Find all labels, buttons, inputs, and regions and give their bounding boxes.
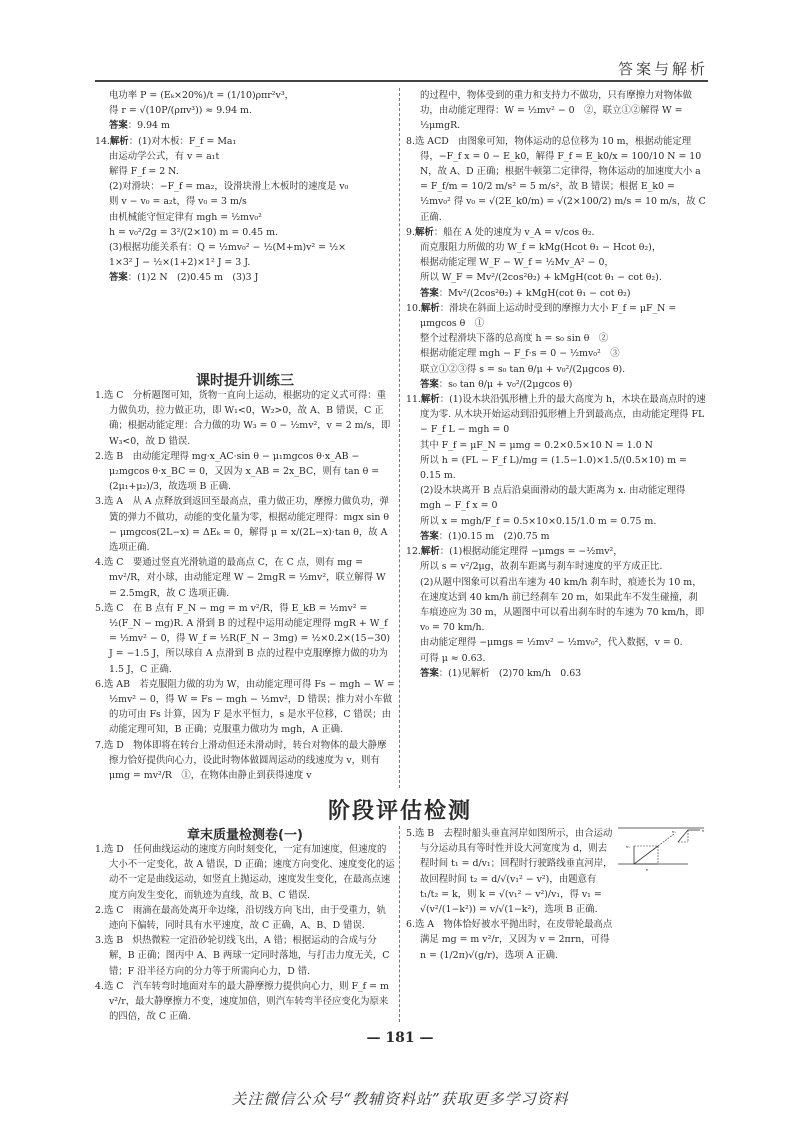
paragraph-text: 所以 h = (FL − F_f L)/mg = (1.5−1.0)×1.5/(0.5×10) m = 0.15 m.	[420, 454, 687, 482]
answer-label: 答案	[420, 378, 439, 390]
paragraph	[95, 103, 395, 118]
paragraph-text: (2)从题中图象可以看出车速为 40 km/h 刹车时，痕迹长为 10 m，在速度达到 40 km/h 前已经刹车 20 m，如果此车不发生碰撞，刹车痕迹应为 30 m，从题图中可以看出刹车时的车速为 70 km/h，即 v₀ = 70 km/h.	[420, 576, 705, 634]
paragraph-text: 由运动学公式，有 v = a₁t	[109, 150, 220, 162]
item-number: 11.	[406, 394, 421, 406]
item-number: 9.	[406, 226, 415, 238]
item-number: 3.	[95, 496, 104, 508]
paragraph	[406, 635, 706, 650]
answer-label: 解析	[420, 302, 440, 314]
item-number: 4.	[95, 980, 104, 992]
paragraph	[95, 555, 395, 601]
paragraph	[406, 255, 706, 270]
item-number: 1.	[95, 844, 104, 855]
paragraph	[406, 666, 706, 681]
paragraph	[95, 240, 395, 255]
paragraph	[406, 301, 706, 331]
paragraph-text: 解得 F_f = 2 N.	[109, 166, 179, 178]
paragraph	[406, 514, 706, 529]
paragraph-text: ：(1)见解析 (2)70 km/h 0.63	[438, 667, 582, 679]
paragraph	[95, 601, 395, 677]
item-number: 10.	[406, 302, 421, 314]
paragraph	[95, 677, 395, 738]
paragraph	[406, 438, 706, 453]
paragraph-text: 根据动能定理 mgh − F_f·s = 0 − ½mv₀² ③	[420, 348, 620, 360]
paragraph	[95, 164, 395, 179]
paragraph-text: 由机械能守恒定律有 mgh = ½mv₀²	[109, 211, 262, 223]
paragraph	[406, 225, 706, 240]
paragraph-text: 得 r = √(10P/(ρπv³)) ≈ 9.94 m.	[109, 105, 252, 117]
svg-text:v₁: v₁	[672, 829, 676, 834]
paragraph-text: h = v₀²/2g = 3²/(2×10) m = 0.45 m.	[109, 226, 278, 238]
paragraph-text: 选 C 雨滴在最高处离开伞边缘，沿切线方向飞出，由于受重力，轨迹向下偏转，同时具有水平速度，故 C 正确，A、B、D 错误.	[103, 904, 386, 932]
paragraph-text: 选 B 去程时船头垂直河岸如图所示，由合运动与分运动具有等时性并设大河宽度为 d，则去程时间 t₁ = d/v₁；回程时行驶路线垂直河岸，故回程时间 t₂ = d/√(v₁² − v²)，由题意有 t₁/t₂ = k，则 k = √(v₁² − v²)/v₁，得 v₁ = √(v²/(1−k²)) = v/√(1−k²)，选项 B 正确.	[414, 828, 613, 916]
paragraph-text: (3)根据功能关系有：Q = ½mv₀² − ½(M+m)v² = ½×	[109, 242, 346, 254]
paragraph	[95, 979, 395, 1025]
paragraph-text: 则 v − v₀ = a₂t，得 v₀ = 3 m/s	[109, 196, 247, 208]
section-subtitle: 课时提升训练三	[196, 373, 294, 389]
paragraph-text: 选 C 汽车转弯时地面对车的最大静摩擦力提供向心力，则 F_f = m v²/r，最大静摩擦力不变，速度加倍，则汽车转弯半径应变化为原来的四倍，故 C 正确.	[103, 980, 389, 1023]
paragraph-text: 选 AB 若克服阻力做的功为 W，由动能定理可得 Fs − mgh − W = ½mv² − 0，得 W = Fs − mgh − ½mv²，D 错误；推力对小车做的功可由 Fs 计算，因为 F 是水平恒力，s 是水平位移，C 错误；由动能定理可知，B 正确；克服重力做功为 mgh，A 正确.	[103, 678, 395, 736]
paragraph-text: 选 ACD 由图象可知，物体运动的总位移为 10 m，根据动能定理得，−F_f x = 0 − E_k0，解得 F_f = E_k0/x = 100/10 N = 10 N，故 A、D 正确；根据牛顿第二定律得，物体运动的加速度大小 a = F_f/m = 10/2 m/s² = 5 m/s²，故 B 错误；根据 E_k0 = ½mv₀² 得 v₀ = √(2E_k0/m) = √(2×100/2) m/s = 10 m/s，故 C 正确.	[414, 135, 706, 223]
paragraph	[406, 529, 706, 544]
paragraph	[95, 903, 395, 933]
answer-label: 答案	[420, 667, 439, 679]
paragraph-text: 选 C 分析题图可知，货物一直向上运动，根据功的定义式可得：重力做负功，拉力做正功，即 W₁<0，W₂>0，故 A、B 错误，C 正确；根据动能定理：合力做的功 W₃ = 0 − ½mv²，v = 2 m/s，即 W₃<0，故 D 错误.	[103, 390, 391, 447]
header-title: 答案与解析	[617, 60, 708, 78]
paragraph	[406, 651, 706, 666]
section-main-title: 阶段评估检测	[327, 799, 472, 824]
item-number: 6.	[406, 919, 415, 931]
answer-label: 答案	[109, 120, 128, 132]
left-column-bottom	[95, 842, 395, 1024]
paragraph	[95, 388, 395, 449]
svg-text:v₁: v₁	[626, 844, 630, 849]
page-number: — 181 —	[366, 1030, 434, 1046]
paragraph-text: 选 C 要通过竖直光滑轨道的最高点 C，在 C 点，则有 mg = mv²/R，对小球，由动能定理 W − 2mgR = ½mv²，联立解得 W = 2.5mgR，故 C 选项正确.	[103, 557, 386, 599]
paragraph	[406, 331, 706, 346]
item-number: 12.	[406, 546, 421, 558]
answer-label: 解析	[420, 546, 440, 558]
paragraph	[406, 377, 706, 392]
paragraph	[406, 544, 706, 559]
paragraph-text: 选 A 物体恰好被水平抛出时，在皮带轮最高点满足 mg = m v²/r，又因为 v = 2πrn，可得 n = (1/2π)√(g/r)，选项 A 正确.	[414, 919, 613, 961]
item-number: 2.	[95, 904, 104, 916]
paragraph-text: ：s₀ tan θ/μ + v₀²/(2μgcos θ)	[438, 378, 573, 390]
paragraph	[406, 362, 706, 377]
paragraph-text: 所以 x = mgh/F_f = 0.5×10×0.15/1.0 m = 0.75 m.	[420, 515, 657, 527]
left-column-top	[95, 88, 395, 286]
item-number: 7.	[95, 739, 104, 751]
answer-label: 解析	[420, 394, 440, 406]
paragraph	[95, 88, 395, 103]
paragraph-text: 电功率 P = (Eₖ×20%)/t = (1/10)ρπr²v³，	[109, 90, 294, 101]
paragraph	[406, 575, 706, 636]
paragraph-text: 其中 F_f = μF_N = μmg = 0.2×0.5×10 N = 1.0 N	[420, 439, 653, 451]
item-number: 1.	[95, 390, 104, 401]
column-divider-bottom	[399, 826, 400, 1022]
paragraph-text: ：Mv²/(2cos²θ₂) + kMgH(cot θ₁ − cot θ₂)	[438, 287, 631, 299]
paragraph-text: 联立①②③得 s = s₀ tan θ/μ + v₀²/(2μgcos θ).	[420, 363, 626, 375]
river-crossing-diagram	[616, 826, 708, 876]
header-rule	[95, 80, 708, 82]
paragraph-text: ：9.94 m	[127, 120, 170, 132]
paragraph	[95, 179, 395, 194]
paragraph-text: 选 B 炽热微粒一定沿砂轮切线飞出，A 错；根据运动的合成与分解，B 正确；图丙中 A、B 两球一定同时落地，与打击力度无关，C 错；F 沿半径方向的分力等于所需向心力，D 错.	[103, 935, 390, 977]
paragraph	[406, 453, 706, 483]
paragraph	[406, 134, 706, 225]
paragraph-text: ：(1)根据动能定理得 −μmgs = −½mv²，	[439, 546, 623, 558]
paragraph-text: 根据动能定理 W_F − W_f = ½Mv_A² − 0，	[420, 257, 614, 269]
answer-label: 解析	[414, 226, 434, 238]
paragraph	[95, 842, 395, 903]
paragraph-text: ：(1)2 N (2)0.45 m (3)3 J	[127, 272, 259, 284]
answer-label: 答案	[109, 272, 128, 284]
paragraph	[406, 270, 706, 285]
paragraph-text: 选 B 由动能定理得 mg·x_AC·sin θ − μ₁mgcos θ·x_AB − μ₂mgcos θ·x_BC = 0，又因为 x_AB = 2x_BC，则有 tan θ = (2μ₁+μ₂)/3，故选项 B 正确.	[103, 450, 380, 493]
paragraph-text: ：(1)对木板：F_f = Ma₁	[128, 135, 237, 147]
paragraph	[95, 210, 395, 225]
footer-watermark: 关注微信公众号“教辅资料站”获取更多学习资料	[231, 1090, 569, 1108]
paragraph-text: ：(1)设木块沿弧形槽上升的最大高度为 h，木块在最高点时的速度为零. 从木块开始运动到沿弧形槽上升到最高点，由动能定理得 FL − F_f L − mgh = 0	[420, 394, 706, 436]
paragraph-text: 选 D 物体即将在转台上滑动但还未滑动时，转台对物体的最大静摩擦力恰好提供向心力，设此时物体做圆周运动的线速度为 v，则有 μmg = mv²/R ①，在物体由静止到获得速度 v	[103, 739, 387, 782]
paragraph	[95, 933, 395, 979]
paragraph	[406, 286, 706, 301]
paragraph	[95, 255, 395, 270]
paragraph-text: ：滑块在斜面上运动时受到的摩擦力大小 F_f = μF_N = μmgcos θ ①	[420, 302, 677, 330]
paragraph	[406, 559, 706, 574]
paragraph-text: 所以 s = v²/2μg，故刹车距离与刹车时速度的平方成正比.	[420, 561, 663, 573]
paragraph-text: (2)设木块离开 B 点后沿桌面滑动的最大距离为 x. 由动能定理得 mgh − F_f x = 0	[420, 485, 686, 512]
paragraph-text: 所以 W_F = Mv²/(2cos²θ₂) + kMgH(cot θ₁ − cot θ₂).	[420, 272, 662, 284]
answer-label: 解析	[109, 135, 129, 147]
paragraph-text: (2)对滑块：−F_f = ma₂，设滑块滑上木板时的速度是 v₀	[109, 181, 349, 193]
paragraph	[95, 738, 395, 784]
paragraph	[95, 225, 395, 240]
paragraph	[406, 483, 706, 513]
paragraph-text: ：(1)0.15 m (2)0.75 m	[438, 530, 550, 542]
paragraph	[406, 917, 616, 963]
paragraph-text: 选 A 从 A 点释放到返回至最高点，重力做正功，摩擦力做负功，弹簧的弹力不做功，动能的变化量为零，根据动能定理得：mgx sin θ − μmgcos(2L−x) = ΔEₖ = 0，解得 μ = x/(2L−x)·tan θ，故 A 选项正确.	[103, 496, 390, 554]
answer-label: 答案	[420, 530, 439, 542]
paragraph-text: 由动能定理得 −μmgs = ½mv² − ½mv₀²，代入数据，v = 0.	[420, 637, 683, 649]
paragraph	[95, 194, 395, 209]
item-number: 5.	[406, 828, 415, 839]
paragraph	[95, 494, 395, 555]
item-number: 4.	[95, 557, 104, 569]
paragraph	[406, 88, 706, 134]
paragraph-text: 可得 μ ≈ 0.63.	[420, 652, 486, 664]
paragraph-text: ：船在 A 处的速度为 v_A = v/cos θ₂.	[433, 226, 595, 238]
paragraph	[406, 826, 616, 917]
paragraph-text: 选 C 在 B 点有 F_N − mg = m v²/R，得 E_kB = ½mv² = ½(F_N − mg)R. A 滑到 B 的过程中运用动能定理得 mgR + W_f = ½mv² − 0，得 W_f = ½R(F_N − 3mg) = ½×0.2×(15−30) J = −1.5 J，所以球自 A 点滑到 B 点的过程中克服摩擦力做的功为 1.5 J，C 正确.	[103, 602, 391, 675]
right-column-bottom	[406, 826, 616, 963]
item-number: 6.	[95, 678, 104, 690]
item-number: 3.	[95, 935, 104, 947]
paragraph	[95, 134, 395, 149]
item-number: 8.	[406, 135, 415, 147]
paragraph	[406, 240, 706, 255]
paragraph	[95, 149, 395, 164]
item-number: 2.	[95, 450, 104, 462]
item-number: 14.	[95, 135, 110, 147]
paragraph	[95, 118, 395, 133]
paragraph	[406, 392, 706, 438]
column-divider	[399, 88, 400, 788]
paragraph	[95, 449, 395, 495]
paragraph	[95, 270, 395, 285]
paragraph-text: 的过程中，物体受到的重力和支持力不做功，只有摩擦力对物体做功，由动能定理得：W = ½mv² − 0 ②，联立①②解得 W = ½μmgR.	[420, 90, 692, 132]
svg-text:v: v	[702, 828, 705, 833]
right-column-top	[406, 88, 706, 681]
left-column-mid	[95, 388, 395, 783]
paragraph-text: 1×3² J − ½×(1+2)×1² J = 3 J.	[109, 257, 251, 269]
paragraph-text: 而克服阻力所做的功 W_f = kMg(Hcot θ₁ − Hcot θ₂)，	[420, 242, 662, 254]
svg-text:v: v	[646, 867, 649, 872]
answer-label: 答案	[420, 287, 439, 299]
section-subtitle-2: 章末质量检测卷(一)	[187, 828, 303, 843]
paragraph-text: 整个过程滑块下落的总高度 h = s₀ sin θ ②	[420, 333, 609, 345]
item-number: 5.	[95, 602, 104, 614]
paragraph	[406, 346, 706, 361]
paragraph-text: 选 D 任何曲线运动的速度方向时刻变化，一定有加速度，但速度的大小不一定变化，故 A 错误，D 正确；速度方向变化、速度变化的运动不一定是曲线运动，如竖直上抛运动，速度发生变化，在最高点速度方向发生变化，而轨迹为直线，故 B、C 错误.	[103, 844, 395, 901]
